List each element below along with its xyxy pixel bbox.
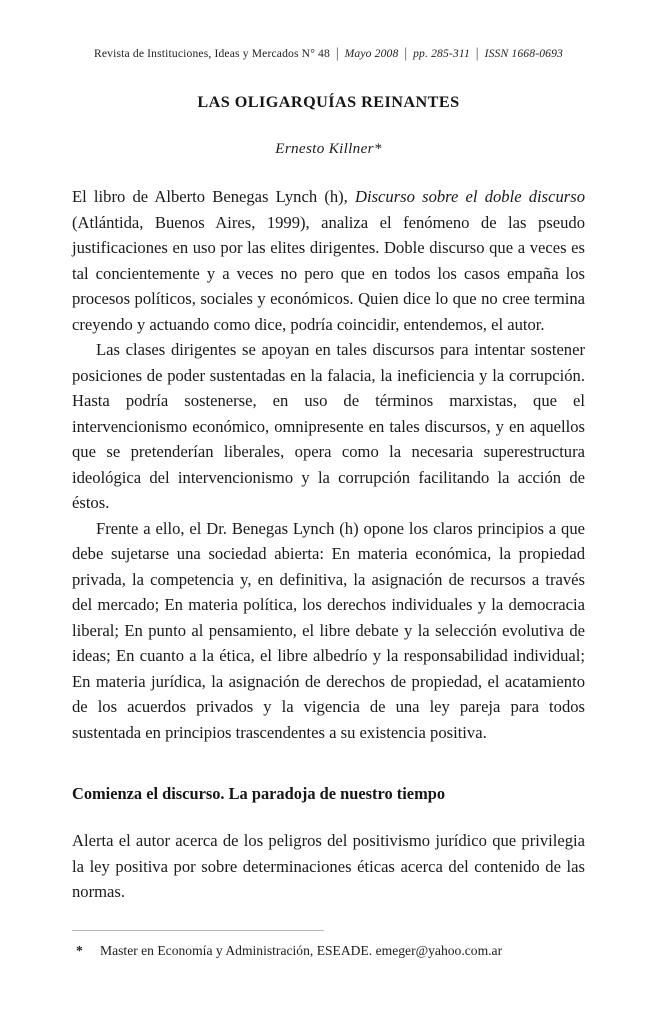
section-heading: Comienza el discurso. La paradoja de nuestro tiempo — [72, 784, 446, 803]
paragraph-4: Alerta el autor acerca de los peligros del positivismo jurídico que privilegia la ley positiva por sobre determinaciones éticas acerca del contenido de las normas. — [72, 831, 585, 901]
paragraph-2: Las clases dirigentes se apoyan en tales discursos para intentar sostener posiciones de poder sustentadas en la falacia, la ineficiencia y la corrupción. Hasta podría sostenerse, en uso de términos marxistas, que el intervencionismo económico, omnipresente en tales discursos, y en aquellos que se pretenderían liberales, opera como la necesaria superestructura ideológica del intervencionismo y la corrupción facilitando la acción de éstos. — [72, 340, 585, 512]
issn-number: ISSN 1668-0693 — [484, 47, 563, 60]
journal-header — [72, 0, 585, 61]
footnote-marker: * — [76, 942, 83, 958]
closing-paragraph-wrap — [72, 828, 585, 905]
journal-name: Revista de Instituciones, Ideas y Mercados N° 48 — [94, 47, 330, 60]
paragraph-3: Frente a ello, el Dr. Benegas Lynch (h) opone los claros principios a que debe sujetarse una sociedad abierta: En materia económica, la propiedad privada, la competencia y, en definitiva, la asignación de recursos a través del mercado; En materia política, los derechos individuales y la democracia liberal; En punto al pensamiento, el libre debate y la selección evolutiva de ideas; En cuanto a la ética, el libre albedrío y la responsabilidad individual; En materia jurídica, la asignación de derechos de propiedad, el acatamiento de los acuerdos privados y la vigencia de una ley pareja para todos sustentada en principios trascendentes a su existencia positiva. — [72, 518, 585, 742]
article-body — [72, 184, 585, 745]
page-range: pp. 285-311 — [413, 47, 470, 60]
header-separator: | — [404, 44, 408, 61]
footnote-divider — [72, 930, 324, 931]
footnote — [72, 942, 585, 960]
issue-date: Mayo 2008 — [344, 47, 399, 60]
paragraph-1-text-before: El libro de Alberto Benegas Lynch (h), — [72, 187, 355, 206]
paragraph-1 — [72, 184, 585, 337]
article-title: LAS OLIGARQUÍAS REINANTES — [197, 93, 460, 111]
author-name: Ernesto Killner* — [275, 140, 382, 157]
footnote-block — [72, 930, 585, 960]
header-separator: | — [475, 44, 479, 61]
footnote-text: Master en Economía y Administración, ESEADE. emeger@yahoo.com.ar — [100, 942, 503, 958]
header-separator: | — [335, 44, 339, 61]
paragraph-1-text-after: (Atlántida, Buenos Aires, 1999), analiza el fenómeno de las pseudo justificaciones en uso por las elites dirigentes. Doble discurso que a veces es tal concientemente y a veces no pero que en todos los casos empaña los procesos políticos, sociales y económicos. Quien dice lo que no cree termina creyendo y actuando como dice, podría coincidir, entendemos, el autor. — [72, 212, 585, 334]
book-title: Discurso sobre el doble discurso — [355, 187, 585, 206]
